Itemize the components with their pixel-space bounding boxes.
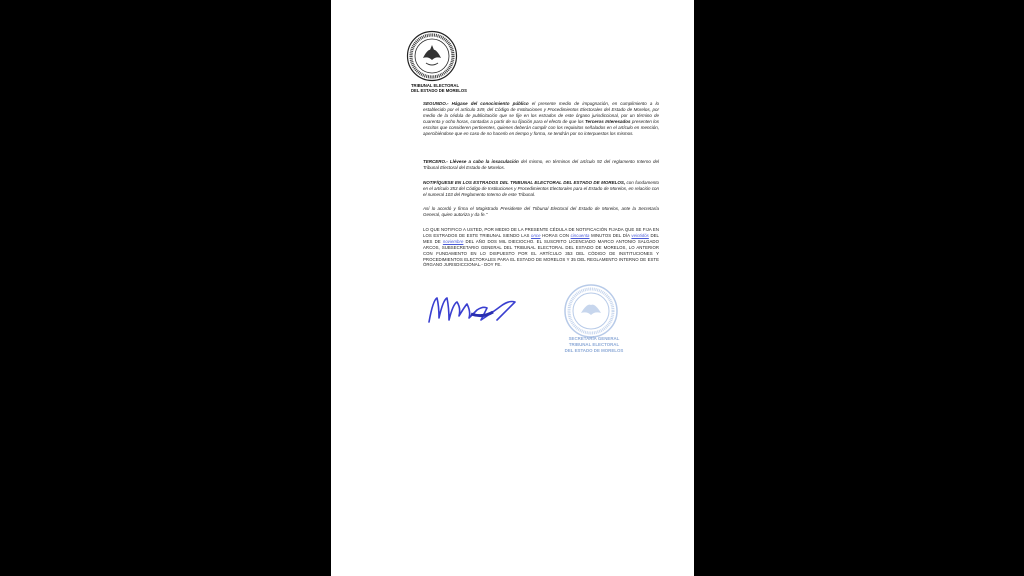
paragraph-acordo <box>423 206 659 218</box>
notif-text: con fundamento en el artículo 353 del Código de Instituciones y Procedimientos Electorales para el Estado de Morelos, en relación con el numeral 103 del Reglamento Interno de este Tribunal. <box>423 180 659 197</box>
stamp-line-1: SECRETARÍA GENERAL <box>568 336 620 341</box>
closing-4: DEL MES DE <box>423 232 659 244</box>
handwritten-hours: once <box>531 232 541 238</box>
closing-3: MINUTOS DEL DÍA <box>589 232 632 238</box>
paragraph-notifiquese <box>423 180 659 198</box>
institution-name: TRIBUNAL ELECTORAL <box>411 83 460 88</box>
segundo-lead: SEGUNDO.- Hágase del conocimiento público <box>423 101 529 106</box>
handwritten-signature <box>427 294 523 326</box>
paragraph-closing <box>423 227 659 268</box>
stamp-line-3: DEL ESTADO DE MORELOS <box>564 348 624 353</box>
segundo-bold: Terceros Interesados <box>584 118 631 124</box>
official-stamp-seal <box>563 283 619 339</box>
closing-2: HORAS CON <box>540 232 571 238</box>
tercero-lead: TERCERO.- Llévese a cabo la insaculación <box>423 159 519 164</box>
acordo-text: Así lo acordó y firma el Magistrado Presidente del Tribunal Electoral del Estado de Morelos, ante la Secretaría General, quien autoriza y da fe." <box>423 206 659 217</box>
segundo-tail: presenten los escritos que consideren pertinentes, quienes deberán cumplir con los requisitos señalados en el artículo en mención, apercibiéndose que en caso de no hacerlo en tiempo y forma, se tendrán por no interpuestos los mismos. <box>423 118 659 136</box>
stamp-line-2: TRIBUNAL ELECTORAL <box>568 342 620 347</box>
document-page <box>331 0 694 576</box>
stamp-text <box>556 336 632 354</box>
paragraph-tercero <box>423 159 659 171</box>
segundo-text: el presente medio de impugnación, en cumplimiento a lo establecido por el artículo 349, del Código de Instituciones y Procedimientos Electorales del Estado de Morelos, por medio de la cédula de publicitación que se fije en los estrados de este órgano jurisdiccional, por un término de cuarenta y ocho horas, contadas a partir de su fijación para el efecto de que los <box>423 101 659 124</box>
paragraph-segundo <box>423 101 659 136</box>
handwritten-minutes: cincuenta <box>570 232 590 238</box>
handwritten-month: noviembre <box>442 238 464 244</box>
closing-5: DEL AÑO DOS MIL DIECIOCHO. EL SUSCRITO LICENCIADO MARCO ANTONIO SALGADO ARCOS, SUBSECRETARIO GENERAL DEL TRIBUNAL ELECTORAL DEL ESTADO DE MORELOS, LO ANTERIOR CON FUNDAMENTO EN LO DISPUESTO POR EL ARTÍCULO 353 DEL CÓDIGO DE INSTITUCIONES Y PROCEDIMIENTOS ELECTORALES PARA EL ESTADO DE MORELOS Y 35 DEL REGLAMENTO INTERNO DE ESTE ÓRGANO JURISDICCIONAL.- DOY FE. <box>423 238 659 268</box>
tercero-text: del mismo, en términos del artículo 92 del reglamento Interno del Tribunal Electoral del Estado de Morelos. <box>423 159 659 170</box>
mexican-coat-of-arms-seal <box>406 30 458 82</box>
institution-header <box>411 83 481 93</box>
institution-state: DEL ESTADO DE MORELOS <box>411 88 467 93</box>
handwritten-day: veintidós <box>631 232 649 238</box>
notif-lead: NOTIFÍQUESE EN LOS ESTRADOS DEL TRIBUNAL ELECTORAL DEL ESTADO DE MORELOS, <box>423 180 626 185</box>
closing-1: LO QUE NOTIFICO A USTED, POR MEDIO DE LA PRESENTE CÉDULA DE NOTIFICACIÓN FIJADA QUE SE FIJA EN LOS ESTRADOS DE ESTE TRIBUNAL SIENDO LAS <box>423 227 659 238</box>
